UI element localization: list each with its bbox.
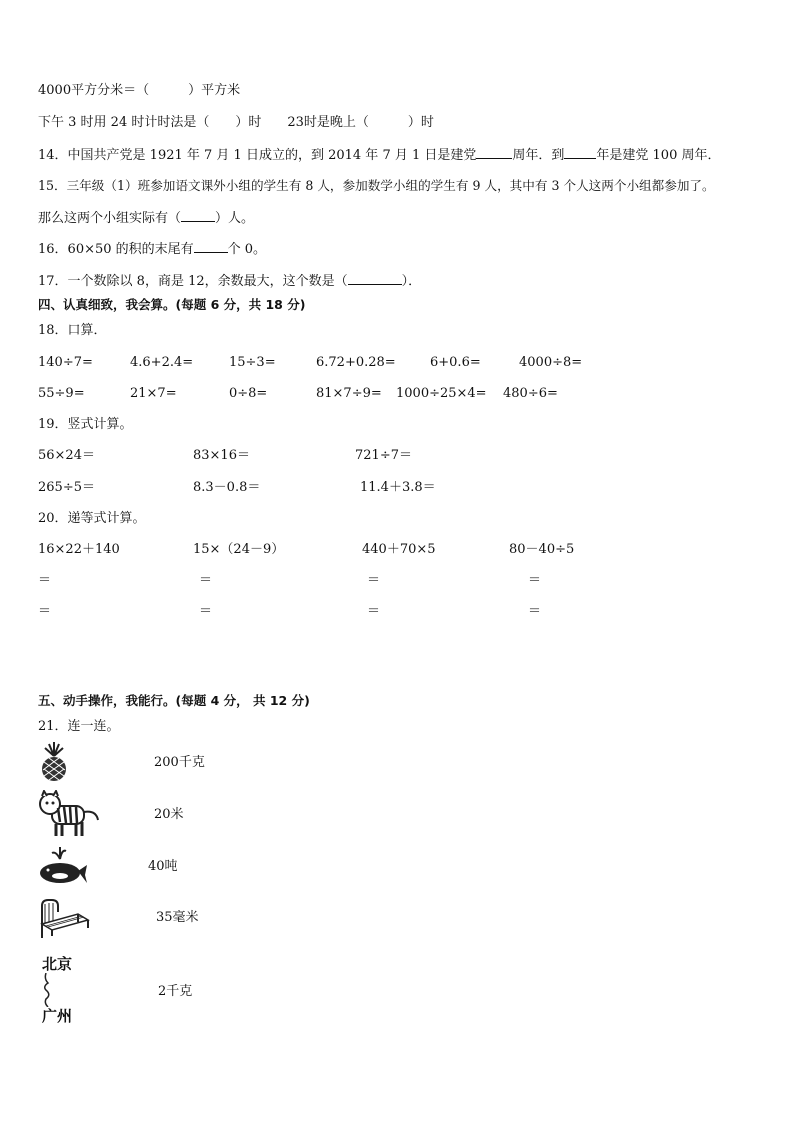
step-calc-expression: 80－40÷5 — [509, 542, 575, 557]
whale-icon — [38, 845, 88, 885]
vertical-calc-item: 11.4＋3.8＝ — [360, 480, 436, 495]
section-5-heading: 五、动手操作，我能行。(每题 4 分， 共 12 分) — [38, 693, 310, 708]
question-14 — [38, 146, 720, 164]
beijing-guangzhou-map — [38, 955, 88, 1027]
equals-sign: ＝ — [38, 573, 52, 588]
question-17-text-b: ）． — [401, 274, 422, 289]
map-label-guangzhou: 广州 — [42, 1007, 73, 1025]
answer-blank[interactable] — [476, 146, 512, 159]
equals-sign: ＝ — [528, 604, 542, 619]
route-line — [38, 973, 88, 1007]
answer-blank[interactable] — [348, 272, 402, 285]
question-20-title: 20．递等式计算。 — [38, 511, 146, 526]
match-label[interactable]: 40吨 — [148, 859, 178, 874]
oral-calc-item: 4.6+2.4= — [130, 355, 194, 370]
question-15-text-c: ）人。 — [215, 211, 255, 226]
question-16 — [38, 240, 266, 258]
match-label[interactable]: 20米 — [154, 807, 184, 822]
vertical-calc-item: 8.3－0.8＝ — [193, 480, 261, 495]
question-14-text-b: 周年．到 — [512, 148, 565, 163]
question-18-title: 18．口算． — [38, 323, 107, 338]
equals-sign: ＝ — [367, 604, 381, 619]
oral-calc-item: 4000÷8= — [519, 355, 583, 370]
question-15-line1: 15．三年级（1）班参加语文课外小组的学生有 8 人，参加数学小组的学生有 9 人，其中有 3 个人这两个小组都参加了。 — [38, 178, 715, 193]
question-21-title: 21．连一连。 — [38, 719, 120, 734]
section-4-heading: 四、认真细致，我会算。(每题 6 分，共 18 分) — [38, 297, 306, 312]
pineapple-icon — [37, 742, 71, 782]
equals-sign: ＝ — [199, 604, 213, 619]
match-label[interactable]: 2千克 — [158, 984, 193, 999]
oral-calc-item: 81×7÷9= — [316, 386, 382, 401]
question-area-conversion: 4000平方分米＝（ ）平方米 — [38, 83, 241, 98]
step-calc-expression: 440＋70×5 — [362, 542, 436, 557]
equals-sign: ＝ — [199, 573, 213, 588]
oral-calc-item: 140÷7= — [38, 355, 93, 370]
step-calc-expression: 16×22＋140 — [38, 542, 120, 557]
question-16-text-a: 16．60×50 的积的末尾有 — [38, 242, 194, 257]
answer-blank[interactable] — [564, 146, 596, 159]
step-calc-expression: 15×（24－9） — [193, 542, 285, 557]
oral-calc-item: 21×7= — [130, 386, 177, 401]
vertical-calc-item: 721÷7＝ — [355, 448, 412, 463]
equals-sign: ＝ — [38, 604, 52, 619]
oral-calc-item: 15÷3= — [229, 355, 276, 370]
map-label-beijing: 北京 — [42, 955, 73, 973]
question-16-text-b: 个 0。 — [227, 242, 267, 257]
match-label[interactable]: 35毫米 — [156, 910, 199, 925]
question-15-text-b: 那么这两个小组实际有（ — [38, 211, 182, 226]
oral-calc-item: 55÷9= — [38, 386, 85, 401]
equals-sign: ＝ — [367, 573, 381, 588]
oral-calc-item: 6+0.6= — [430, 355, 481, 370]
vertical-calc-item: 56×24＝ — [38, 448, 95, 463]
vertical-calc-item: 265÷5＝ — [38, 480, 95, 495]
question-17 — [38, 272, 421, 290]
question-15-line2 — [38, 209, 254, 227]
question-19-title: 19．竖式计算。 — [38, 417, 133, 432]
answer-blank[interactable] — [194, 240, 228, 253]
question-14-text-a: 14．中国共产党是 1921 年 7 月 1 日成立的，到 2014 年 7 月 1 日是建党 — [38, 148, 477, 163]
oral-calc-item: 0÷8= — [229, 386, 268, 401]
tiger-icon — [38, 790, 100, 838]
oral-calc-item: 6.72+0.28= — [316, 355, 396, 370]
equals-sign: ＝ — [528, 573, 542, 588]
question-time-conversion: 下午 3 时用 24 时计时法是（ ）时 23时是晚上（ ）时 — [38, 115, 434, 130]
question-14-text-c: 年是建党 100 周年． — [596, 148, 721, 163]
answer-blank[interactable] — [181, 209, 215, 222]
match-label[interactable]: 200千克 — [154, 755, 205, 770]
question-17-text-a: 17．一个数除以 8，商是 12，余数最大，这个数是（ — [38, 274, 348, 289]
oral-calc-item: 480÷6= — [503, 386, 558, 401]
bed-icon — [38, 894, 90, 940]
vertical-calc-item: 83×16＝ — [193, 448, 250, 463]
oral-calc-item: 1000÷25×4= — [396, 386, 487, 401]
